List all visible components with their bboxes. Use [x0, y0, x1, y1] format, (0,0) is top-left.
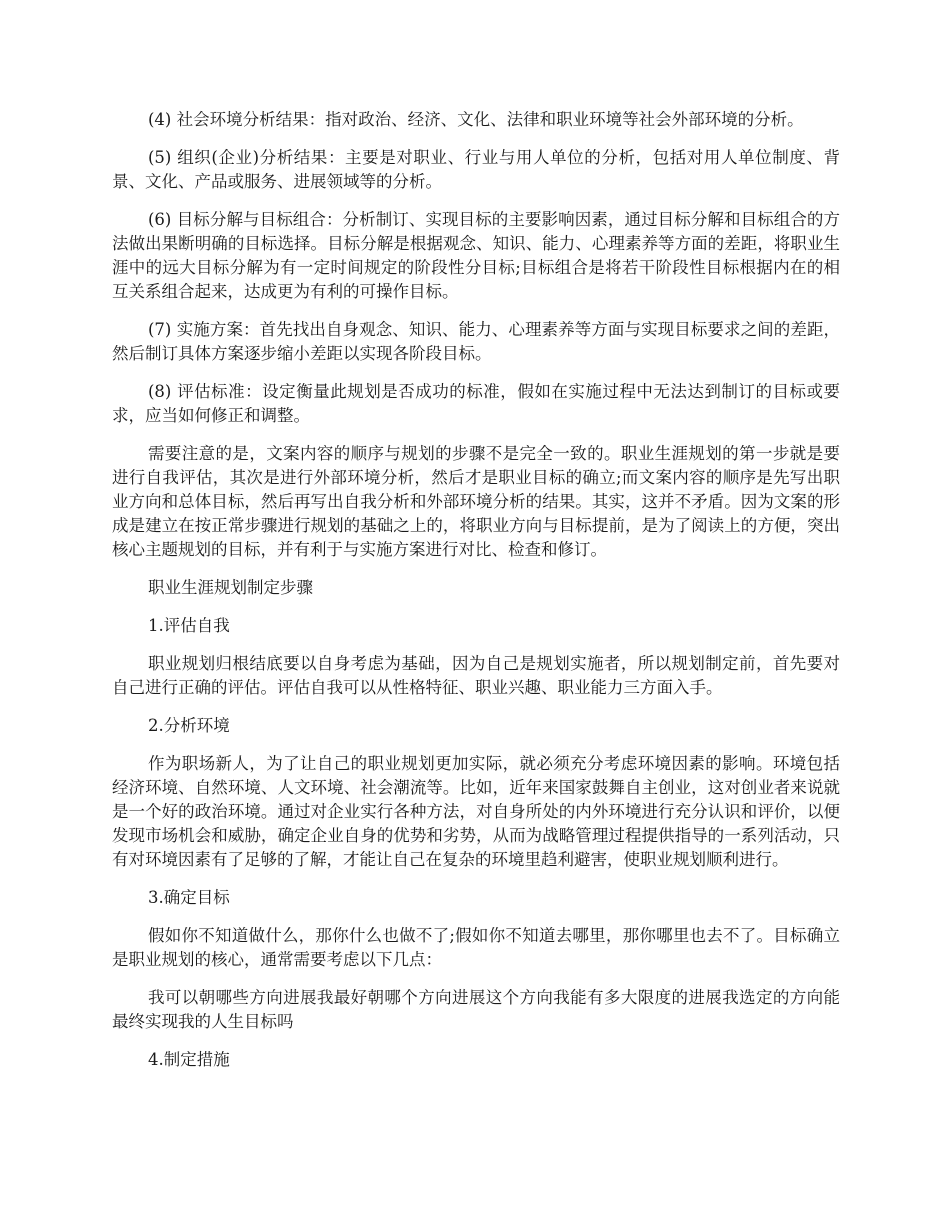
paragraph-social-environment: (4) 社会环境分析结果：指对政治、经济、文化、法律和职业环境等社会外部环境的分析。	[148, 110, 804, 129]
paragraph-goal-questions: 我可以朝哪些方向进展我最好朝哪个方向进展这个方向我能有多大限度的进展我选定的方向能最终实现我的人生目标吗	[112, 988, 840, 1031]
step-heading-self-assessment: 1.评估自我	[148, 616, 230, 635]
paragraph-environment: 作为职场新人，为了让自己的职业规划更加实际，就必须充分考虑环境因素的影响。环境包括经济环境、自然环境、人文环境、社会潮流等。比如，近年来国家鼓舞自主创业，这对创业者来说就是一个好的政治环境。通过对企业实行各种方法，对自身所处的内外环境进行充分认识和评价，以便发现市场机会和威胁，确定企业自身的优势和劣势，从而为战略管理过程提供指导的一系列活动，只有对环境因素有了足够的了解，才能让自己在复杂的环境里趋利避害，使职业规划顺利进行。	[112, 754, 840, 869]
step-heading-goals: 3.确定目标	[148, 888, 230, 907]
step-heading-measures: 4.制定措施	[148, 1050, 230, 1069]
document-page	[112, 108, 840, 1086]
step-heading-environment: 2.分析环境	[148, 716, 230, 735]
paragraph-organization-analysis: (5) 组织(企业)分析结果：主要是对职业、行业与用人单位的分析，包括对用人单位制度、背景、文化、产品或服务、进展领域等的分析。	[112, 148, 840, 191]
section-heading-steps: 职业生涯规划制定步骤	[148, 578, 313, 597]
paragraph-goal-decomposition: (6) 目标分解与目标组合：分析制订、实现目标的主要影响因素，通过目标分解和目标组合的方法做出果断明确的目标选择。目标分解是根据观念、知识、能力、心理素养等方面的差距，将职业生涯中的远大目标分解为有一定时间规定的阶段性分目标;目标组合是将若干阶段性目标根据内在的相互关系组合起来，达成更为有利的可操作目标。	[112, 210, 840, 301]
paragraph-note-on-order: 需要注意的是，文案内容的顺序与规划的步骤不是完全一致的。职业生涯规划的第一步就是要进行自我评估，其次是进行外部环境分析，然后才是职业目标的确立;而文案内容的顺序是先写出职业方向和总体目标，然后再写出自我分析和外部环境分析的结果。其实，这并不矛盾。因为文案的形成是建立在按正常步骤进行规划的基础之上的，将职业方向与目标提前，是为了阅读上的方便，突出核心主题规划的目标，并有利于与实施方案进行对比、检查和修订。	[112, 444, 840, 559]
paragraph-goals: 假如你不知道做什么，那你什么也做不了;假如你不知道去哪里，那你哪里也去不了。目标确立是职业规划的核心，通常需要考虑以下几点：	[112, 926, 840, 969]
paragraph-evaluation-criteria: (8) 评估标准：设定衡量此规划是否成功的标准，假如在实施过程中无法达到制订的目标或要求，应当如何修正和调整。	[112, 382, 840, 425]
paragraph-implementation-plan: (7) 实施方案：首先找出自身观念、知识、能力、心理素养等方面与实现目标要求之间的差距，然后制订具体方案逐步缩小差距以实现各阶段目标。	[112, 320, 840, 363]
paragraph-self-assessment: 职业规划归根结底要以自身考虑为基础，因为自己是规划实施者，所以规划制定前，首先要对自己进行正确的评估。评估自我可以从性格特征、职业兴趣、职业能力三方面入手。	[112, 654, 840, 697]
